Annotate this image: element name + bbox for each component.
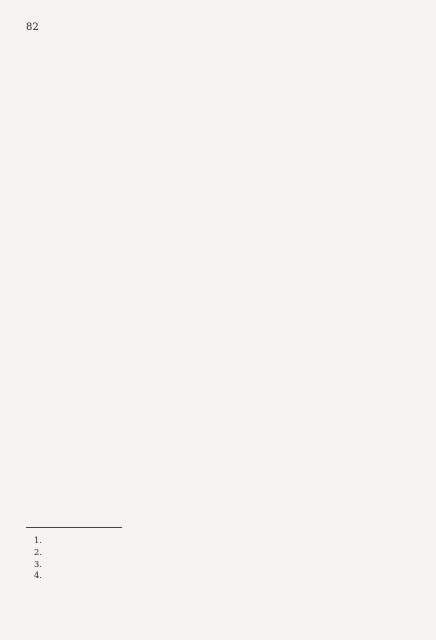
main-text [26,44,410,524]
footnote-item [26,535,410,547]
footnote-number: 3. [34,558,42,569]
footnote-item [26,559,410,571]
footnote-separator [26,527,122,528]
footnote-number: 2. [34,546,42,557]
footnotes [26,535,410,582]
running-head [26,22,410,34]
footnote-item [26,570,410,582]
footnote-number: 1. [34,535,42,545]
footnote-number: 4. [34,570,42,581]
page-number: 82 [26,22,39,33]
footnote-item [26,547,410,559]
